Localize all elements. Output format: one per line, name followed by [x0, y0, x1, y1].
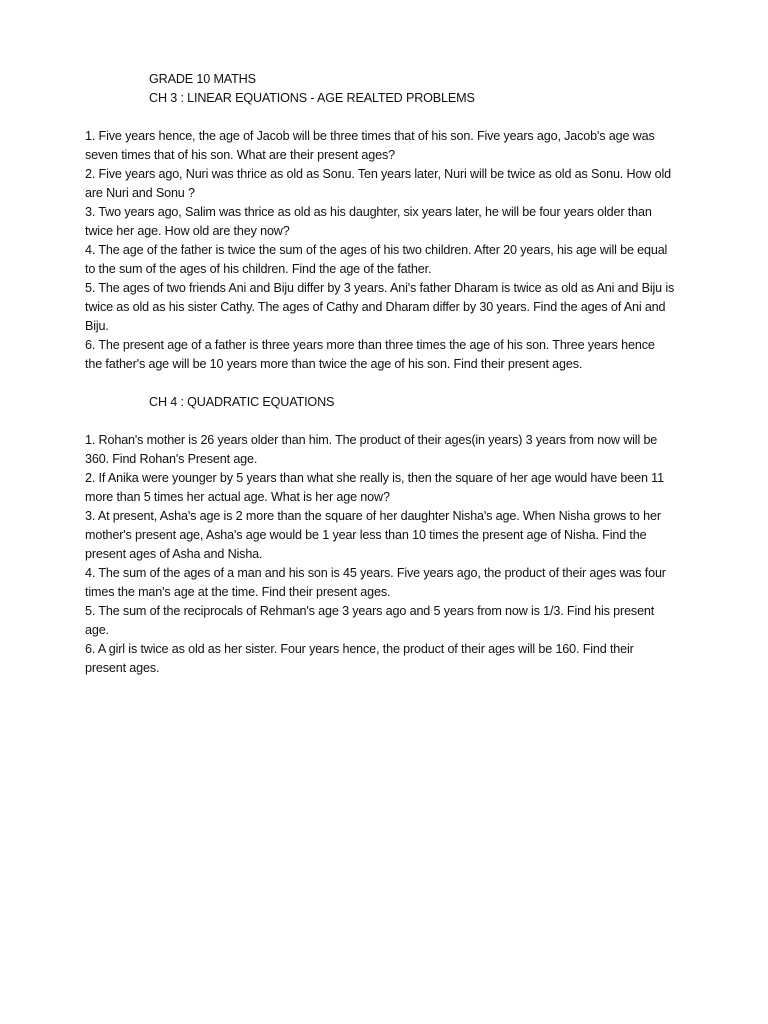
spacer [85, 108, 675, 127]
ch4-question-3: 3. At present, Asha's age is 2 more than the square of her daughter Nisha's age. When Nisha grows to her mother's present age, Asha's age would be 1 year less than 10 times the present age of Nisha. Find the present ages of Asha and Nisha. [85, 509, 661, 561]
ch4-question-4: 4. The sum of the ages of a man and his son is 45 years. Five years ago, the product of their ages was four times the man's age at the time. Find their present ages. [85, 566, 666, 599]
ch3-title: CH 3 : LINEAR EQUATIONS - AGE REALTED PROBLEMS [149, 91, 475, 105]
spacer [85, 374, 675, 393]
grade-title: GRADE 10 MATHS [149, 72, 256, 86]
ch3-question-4: 4. The age of the father is twice the sum of the ages of his two children. After 20 years, his age will be equal to the sum of the ages of his children. Find the age of the father. [85, 243, 668, 276]
ch3-question-3: 3. Two years ago, Salim was thrice as old as his daughter, six years later, he will be four years older than twice her age. How old are they now? [85, 205, 652, 238]
ch4-question-2: 2. If Anika were younger by 5 years than what she really is, then the square of her age would have been 11 more than 5 times her actual age. What is her age now? [85, 471, 664, 504]
ch3-question-1: 1. Five years hence, the age of Jacob will be three times that of his son. Five years ago, Jacob's age was seven times that of his son. What are their present ages? [85, 129, 655, 162]
ch3-question-2: 2. Five years ago, Nuri was thrice as old as Sonu. Ten years later, Nuri will be twice as old as Sonu. How old are Nuri and Sonu ? [85, 167, 671, 200]
ch3-question-5: 5. The ages of two friends Ani and Biju differ by 3 years. Ani's father Dharam is twice as old as Ani and Biju is twice as old as his sister Cathy. The ages of Cathy and Dharam differ by 30 years. Find the ages of Ani and Biju. [85, 281, 675, 333]
ch4-question-6: 6. A girl is twice as old as her sister. Four years hence, the product of their ages will be 160. Find their present ages. [85, 642, 634, 675]
ch4-question-5: 5. The sum of the reciprocals of Rehman's age 3 years ago and 5 years from now is 1/3. Find his present age. [85, 604, 655, 637]
ch4-question-1: 1. Rohan's mother is 26 years older than him. The product of their ages(in years) 3 years from now will be 360. Find Rohan's Present age. [85, 433, 658, 466]
spacer [85, 412, 675, 431]
document-body [85, 70, 675, 678]
ch4-title: CH 4 : QUADRATIC EQUATIONS [149, 395, 335, 409]
ch3-question-6: 6. The present age of a father is three years more than three times the age of his son. Three years hence the father's age will be 10 years more than twice the age of his son. Find their present ages. [85, 338, 655, 371]
